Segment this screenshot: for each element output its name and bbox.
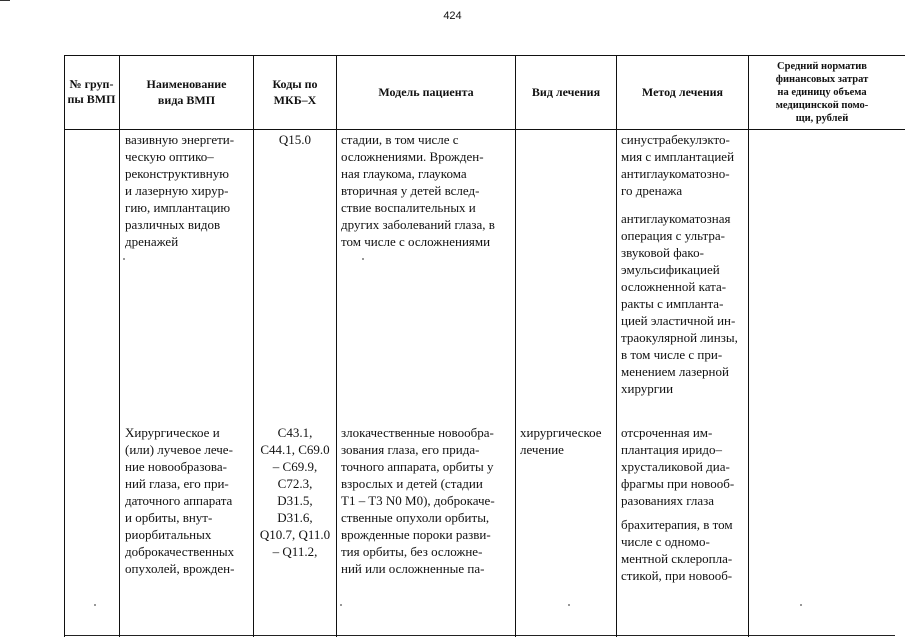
row1-name [125,131,253,250]
column-divider [336,55,337,637]
row1-codes-text: Q15.0 [278,132,312,147]
table-bottom-border [64,635,895,636]
row1-method-b [621,210,748,397]
row2-treatment-type-text: хирургическое лечение [520,425,602,457]
row2-name [125,424,253,577]
row2-codes-text: C43.1, C44.1, C69.0 – C69.9, C72.3, D31.5, D31.6, Q10.7, Q11.0 – Q11.2, [259,425,331,559]
row2-method-a-text: отсроченная им- плантация иридо– хрусталиковой диа- фрагмы при новооб- разованиях глаза [621,425,735,508]
column-divider [616,55,617,637]
header-name-label: Наименование вида ВМП [146,77,227,107]
scan-speck [800,604,802,606]
scan-speck [340,604,342,606]
header-model [337,55,515,129]
header-treatment-type [516,55,616,129]
row2-treatment-type [520,424,616,458]
row2-name-text: Хирургическое и (или) лучевое лече- ние новообразова- ний глаза, его при- даточного аппарата и орбиты, внут- риорбитальных доброкачественных опухолей, врожден- [125,425,235,576]
scan-speck [94,604,96,606]
column-divider [748,55,749,637]
header-treatment-type-label: Вид лечения [531,85,601,99]
header-codes-label: Коды по МКБ–Х [272,77,318,107]
row1-method-a [621,131,748,199]
row1-model [341,131,516,250]
row2-model [341,424,516,577]
header-method-label: Метод лечения [641,85,724,99]
row2-model-text: злокачественные новообра- зования глаза, его прида- точного аппарата, орбиты у взрослых и детей (стадии T1 – T3 N0 M0), доброкаче- ственные опухоли орбиты, врожденные пороки разви- тия орбиты, без осложне- ний или осложненные па- [341,425,495,576]
row2-method-a [621,424,748,509]
header-cost-label: Средний норматив финансовых затрат на единицу объема медицинской помо- щи, рублей [775,60,869,124]
table-header-divider [64,129,905,130]
row1-name-text: вазивную энергети- ческую оптико– реконструктивную и лазерную хирур- гию, имплантацию различных видов дренажей [125,132,235,249]
header-group [64,55,119,129]
row1-method-a-text: синустрабекулэкто- мия с имплантацией антиглаукоматозно- го дренажа [621,132,735,198]
scan-speck [362,258,364,260]
scan-corner-mark [0,0,10,1]
scan-speck [568,604,570,606]
header-group-label: № груп- пы ВМП [67,77,116,106]
header-name [120,55,253,129]
header-method [617,55,748,129]
row2-method-b [621,516,748,584]
page-number: 424 [443,10,462,22]
row2-method-b-text: брахитерапия, в том числе с одномо- ментной склеропла- стикой, при новооб- [621,517,733,583]
column-divider [64,55,65,637]
column-divider [119,55,120,637]
row2-codes [254,424,336,560]
header-codes [254,55,336,129]
header-cost [749,55,895,129]
row1-method-b-text: антиглаукоматозная операция с ультра- звуковой фако- эмульсификацией осложненной ката- ракты с импланта- цией эластичной ин- траокулярной линзы, в том числе с при- менением лазерной хирургии [621,211,738,396]
row1-model-text: стадии, в том числе с осложнениями. Врожден- ная глаукома, глаукома вторичная у детей вслед- ствие воспалительных и других заболеваний глаза, в том числе с осложнениями [341,132,495,249]
scan-speck [123,258,125,260]
header-model-label: Модель пациента [378,85,474,99]
row1-codes [254,131,336,148]
